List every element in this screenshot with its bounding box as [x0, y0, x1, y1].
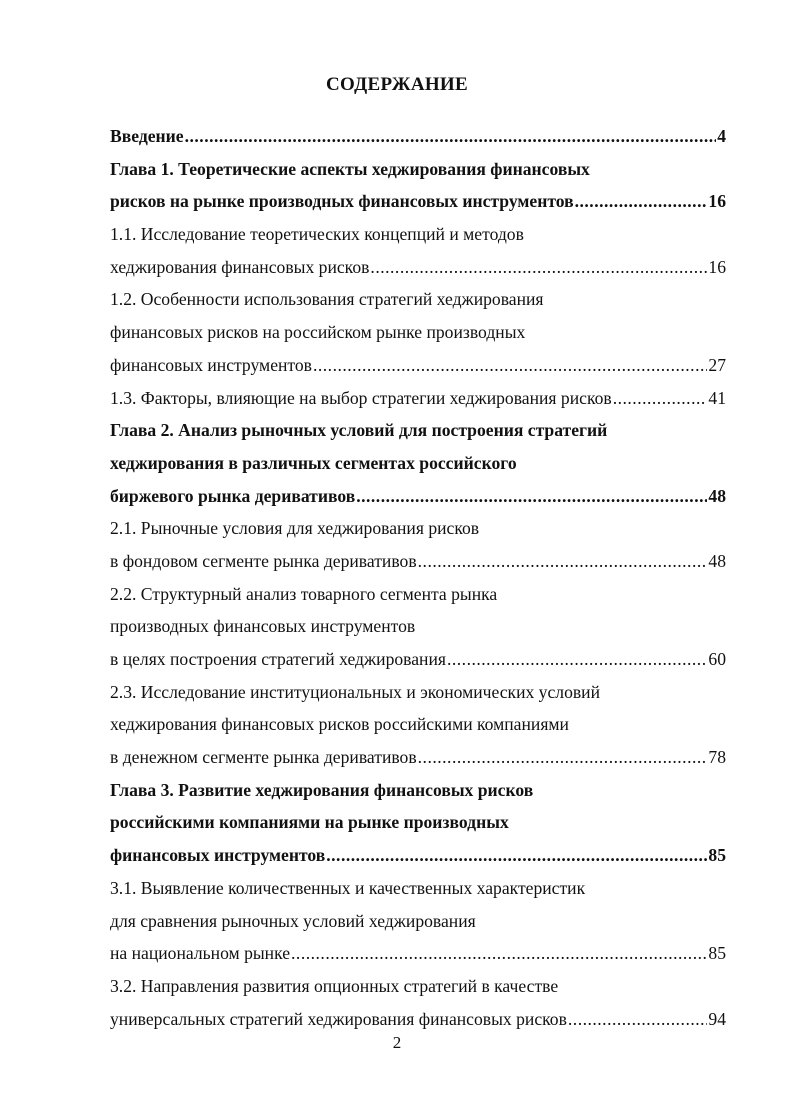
dot-leader	[370, 251, 707, 284]
toc-entry-line	[110, 839, 726, 872]
dot-leader	[613, 382, 708, 415]
toc-entry-line	[110, 1003, 726, 1036]
toc-entry-line	[110, 414, 726, 447]
toc-entry-text: 1.2. Особенности использования стратегий хеджирования	[110, 289, 544, 310]
toc-page-number: 4	[717, 126, 726, 146]
dot-leader	[313, 349, 707, 382]
dot-leader	[575, 185, 708, 218]
toc-entry-line	[110, 185, 726, 218]
toc-entry-text: 1.3. Факторы, влияющие на выбор стратегии хеджирования рисков	[110, 387, 612, 408]
toc-page-number: 16	[708, 256, 726, 277]
dot-leader	[291, 937, 707, 970]
toc-page-number: 48	[708, 485, 726, 506]
toc-entry-text: 3.1. Выявление количественных и качественных характеристик	[110, 877, 586, 898]
dot-leader	[568, 1003, 708, 1036]
toc-entry-line	[110, 447, 726, 480]
toc-entry-line	[110, 153, 726, 186]
page-title: СОДЕРЖАНИЕ	[326, 74, 468, 95]
toc-entry-line	[110, 545, 726, 578]
toc-entry-text: универсальных стратегий хеджирования финансовых рисков	[110, 1008, 567, 1029]
toc-page-number: 41	[708, 387, 726, 408]
toc-entry-text: Глава 1. Теоретические аспекты хеджирования финансовых	[110, 158, 590, 179]
toc-entry-text: в фондовом сегменте рынка деривативов	[110, 550, 417, 571]
toc-entry-text: финансовых инструментов	[110, 845, 326, 866]
toc-page-number: 16	[708, 191, 726, 212]
dot-leader	[356, 480, 707, 513]
toc-page-number: 94	[708, 1008, 726, 1029]
page-number: 2	[392, 1033, 402, 1052]
toc-entry-text: хеджирования финансовых рисков	[110, 256, 370, 277]
toc-entry-line	[110, 578, 726, 611]
toc-page-number: 48	[708, 550, 726, 571]
toc-entry-line	[110, 741, 726, 774]
toc-entry-text: биржевого рынка деривативов	[110, 485, 356, 506]
toc-entry-text: для сравнения рыночных условий хеджирования	[110, 910, 476, 931]
toc-entry-line	[110, 774, 726, 807]
toc-entry-line	[110, 349, 726, 382]
toc-page-number: 78	[708, 747, 726, 768]
toc-entry-text: 2.3. Исследование институциональных и экономических условий	[110, 681, 601, 702]
toc-page-number: 85	[708, 845, 726, 866]
toc-entry-text: рисков на рынке производных финансовых инструментов	[110, 191, 574, 212]
toc-entry-text: в целях построения стратегий хеджирования	[110, 649, 446, 669]
toc-entry-text: Глава 2. Анализ рыночных условий для построения стратегий	[110, 420, 608, 441]
toc-entry-text: хеджирования финансовых рисков российскими компаниями	[110, 714, 569, 735]
toc-entry-text: Глава 3. Развитие хеджирования финансовых рисков	[110, 779, 534, 800]
toc-entry-text: хеджирования в различных сегментах российского	[110, 452, 517, 473]
toc-page-number: 60	[708, 649, 726, 669]
dot-leader	[418, 741, 708, 774]
toc-entry-text: Введение	[110, 126, 184, 146]
toc-entry-text: российскими компаниями на рынке производных	[110, 812, 509, 833]
toc-entry-text: 3.2. Направления развития опционных стратегий в качестве	[110, 975, 559, 996]
toc-entry-line	[110, 610, 726, 643]
toc-entry-line	[110, 480, 726, 513]
toc-entry-line	[110, 382, 726, 415]
toc-entry-line	[110, 283, 726, 316]
toc-entry-text: в денежном сегменте рынка деривативов	[110, 747, 417, 768]
toc-entry-line	[110, 316, 726, 349]
toc-entry-line	[110, 905, 726, 938]
toc-entry-line	[110, 937, 726, 970]
toc-entry-line	[110, 512, 726, 545]
dot-leader	[185, 120, 717, 153]
dot-leader	[418, 545, 708, 578]
table-of-contents	[110, 120, 726, 1035]
toc-entry-text: финансовых инструментов	[110, 354, 312, 375]
toc-entry-line	[110, 218, 726, 251]
toc-entry-text: 1.1. Исследование теоретических концепций и методов	[110, 224, 524, 245]
toc-entry-text: 2.2. Структурный анализ товарного сегмента рынка	[110, 583, 498, 604]
toc-entry-text: на национальном рынке	[110, 943, 291, 964]
toc-entry-line	[110, 970, 726, 1003]
toc-entry-line	[110, 676, 726, 709]
toc-entry-line	[110, 643, 726, 676]
toc-entry-line	[110, 251, 726, 284]
toc-entry-text: 2.1. Рыночные условия для хеджирования рисков	[110, 518, 480, 539]
toc-page-number: 27	[708, 354, 726, 375]
toc-page-number: 85	[708, 943, 726, 964]
dot-leader	[447, 643, 707, 676]
toc-entry-text: финансовых рисков на российском рынке производных	[110, 322, 526, 343]
toc-entry-text: производных финансовых инструментов	[110, 616, 416, 637]
toc-entry-line	[110, 708, 726, 741]
toc-entry-line	[110, 120, 726, 153]
dot-leader	[326, 839, 707, 872]
toc-entry-line	[110, 872, 726, 905]
toc-entry-line	[110, 806, 726, 839]
